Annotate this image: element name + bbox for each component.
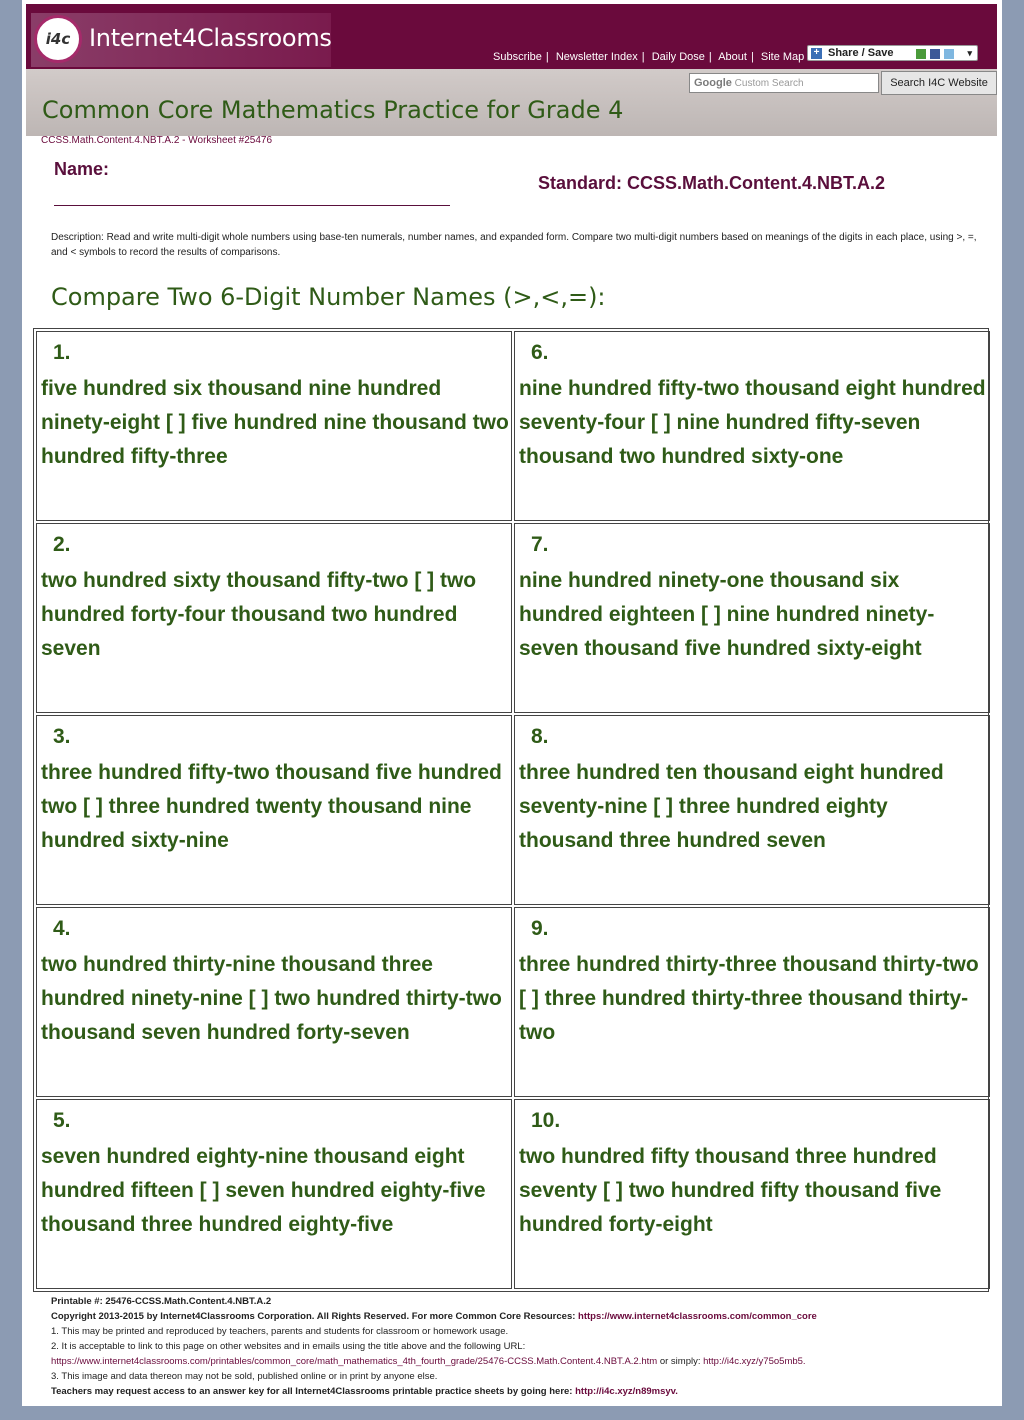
search-button[interactable]: Search I4C Website: [881, 71, 997, 95]
problem-number: 2.: [53, 533, 71, 556]
or-simply-text: or simply:: [657, 1356, 704, 1367]
problem-number: 5.: [53, 1109, 71, 1132]
problem-number: 3.: [53, 725, 71, 748]
top-nav: Subscribe | Newsletter Index | Daily Dose | About | Site Map: [493, 51, 805, 63]
problem-cell: [514, 1099, 990, 1289]
answer-key-link[interactable]: http://i4c.xyz/n89msyv.: [575, 1386, 678, 1397]
section-title: Compare Two 6-Digit Number Names (>,<,=):: [51, 283, 606, 311]
common-core-link[interactable]: https://www.internet4classrooms.com/common_core: [578, 1311, 817, 1322]
problem-text: two hundred sixty thousand fifty-two [ ] two hundred forty-four thousand two hundred seven: [41, 569, 477, 660]
search-input[interactable]: [689, 73, 879, 93]
logo-badge: i4c: [34, 15, 82, 63]
problem-number: 8.: [531, 725, 549, 748]
problem-cell: [514, 715, 990, 905]
name-line: [54, 205, 450, 206]
problem-number: 4.: [53, 917, 71, 940]
email-icon[interactable]: [916, 49, 926, 59]
problem-number: 10.: [531, 1109, 561, 1132]
breadcrumb: CCSS.Math.Content.4.NBT.A.2 - Worksheet #25476: [41, 135, 273, 146]
problem-cell: [36, 1099, 512, 1289]
problem-text: nine hundred ninety-one thousand six hundred eighteen [ ] nine hundred ninety-seven thousand five hundred sixty-eight: [519, 569, 935, 660]
logo-text: Internet4Classrooms: [89, 24, 332, 52]
problem-number: 7.: [531, 533, 549, 556]
share-plus-icon: +: [811, 48, 822, 59]
footer-line-1: 1. This may be printed and reproduced by teachers, parents and students for classroom or homework usage.: [51, 1326, 509, 1337]
answer-key-line: [51, 1384, 991, 1399]
problem-cell: [36, 715, 512, 905]
description: Description: Read and write multi-digit whole numbers using base-ten numerals, number names, and expanded form. Compare two multi-digit numbers based on meanings of the digits in each place, using >, =, and < symbols to record the results of comparisons.: [51, 232, 977, 258]
printable-number: Printable #: 25476-CCSS.Math.Content.4.NBT.A.2: [51, 1296, 272, 1307]
problem-cell: [514, 907, 990, 1097]
nav-site-map[interactable]: Site Map: [760, 51, 805, 63]
nav-newsletter-index[interactable]: Newsletter Index: [555, 51, 638, 63]
top-bar: [26, 4, 997, 69]
problem-cell: [36, 523, 512, 713]
problem-cell: [514, 523, 990, 713]
problem-text: nine hundred fifty-two thousand eight hundred seventy-four [ ] nine hundred fifty-seven thousand two hundred sixty-one: [519, 377, 986, 468]
footer-line-3: 3. This image and data thereon may not be sold, published online or in print by anyone else.: [51, 1371, 438, 1382]
nav-about[interactable]: About: [718, 51, 747, 63]
problem-cell: [36, 907, 512, 1097]
copyright-text: Copyright 2013-2015 by Internet4Classrooms Corporation. All Rights Reserved. For more Common Core Resources:: [51, 1311, 576, 1322]
short-url-link[interactable]: http://i4c.xyz/y75o5mb5.: [703, 1356, 806, 1367]
problem-text: three hundred thirty-three thousand thirty-two [ ] three hundred thirty-three thousand thirty-two: [519, 953, 979, 1044]
standard-label: Standard: CCSS.Math.Content.4.NBT.A.2: [538, 173, 886, 193]
share-label: Share / Save: [828, 47, 894, 59]
problem-text: five hundred six thousand nine hundred ninety-eight [ ] five hundred nine thousand two hundred fifty-three: [41, 377, 509, 468]
site-logo[interactable]: [31, 13, 331, 67]
name-label: Name:: [54, 159, 110, 179]
search-placeholder: Custom Search: [734, 78, 804, 89]
problem-text: two hundred fifty thousand three hundred seventy [ ] two hundred fifty thousand five hundred forty-eight: [519, 1145, 942, 1236]
nav-subscribe[interactable]: Subscribe: [493, 51, 542, 63]
page-title: Common Core Mathematics Practice for Grade 4: [42, 96, 624, 124]
problem-cell: [36, 331, 512, 521]
copyright-line: [51, 1309, 991, 1324]
worksheet-page: [22, 0, 1002, 1406]
dropdown-caret-icon[interactable]: ▾: [967, 48, 972, 58]
problem-number: 1.: [53, 341, 71, 364]
facebook-icon[interactable]: [930, 49, 940, 59]
problem-number: 9.: [531, 917, 549, 940]
problem-cell: [514, 331, 990, 521]
problem-number: 6.: [531, 341, 549, 364]
footer-line-2: 2. It is acceptable to link to this page on other websites and in emails using the title above and the following URL:: [51, 1341, 526, 1352]
problem-grid: [33, 328, 989, 1292]
long-url-link[interactable]: https://www.internet4classrooms.com/printables/common_core/math_mathematics_4th_fourth_grade/25476-CCSS.Math.Content.4.NBT.A.2.htm: [51, 1356, 658, 1367]
footer: [51, 1294, 991, 1399]
twitter-icon[interactable]: [944, 49, 954, 59]
google-logo: Google: [694, 77, 732, 89]
problem-text: seven hundred eighty-nine thousand eight hundred fifteen [ ] seven hundred eighty-five thousand three hundred eighty-five: [41, 1145, 486, 1236]
answer-key-text: Teachers may request access to an answer key for all Internet4Classrooms printable practice sheets by going here:: [51, 1386, 573, 1397]
problem-text: two hundred thirty-nine thousand three hundred ninety-nine [ ] two hundred thirty-two thousand seven hundred forty-seven: [41, 953, 502, 1044]
problem-text: three hundred fifty-two thousand five hundred two [ ] three hundred twenty thousand nine hundred sixty-nine: [41, 761, 502, 852]
share-save-button[interactable]: [807, 45, 978, 61]
problem-text: three hundred ten thousand eight hundred seventy-nine [ ] three hundred eighty thousand three hundred seven: [519, 761, 944, 852]
url-line: [51, 1354, 991, 1369]
nav-daily-dose[interactable]: Daily Dose: [651, 51, 705, 63]
site-header: [26, 4, 997, 136]
